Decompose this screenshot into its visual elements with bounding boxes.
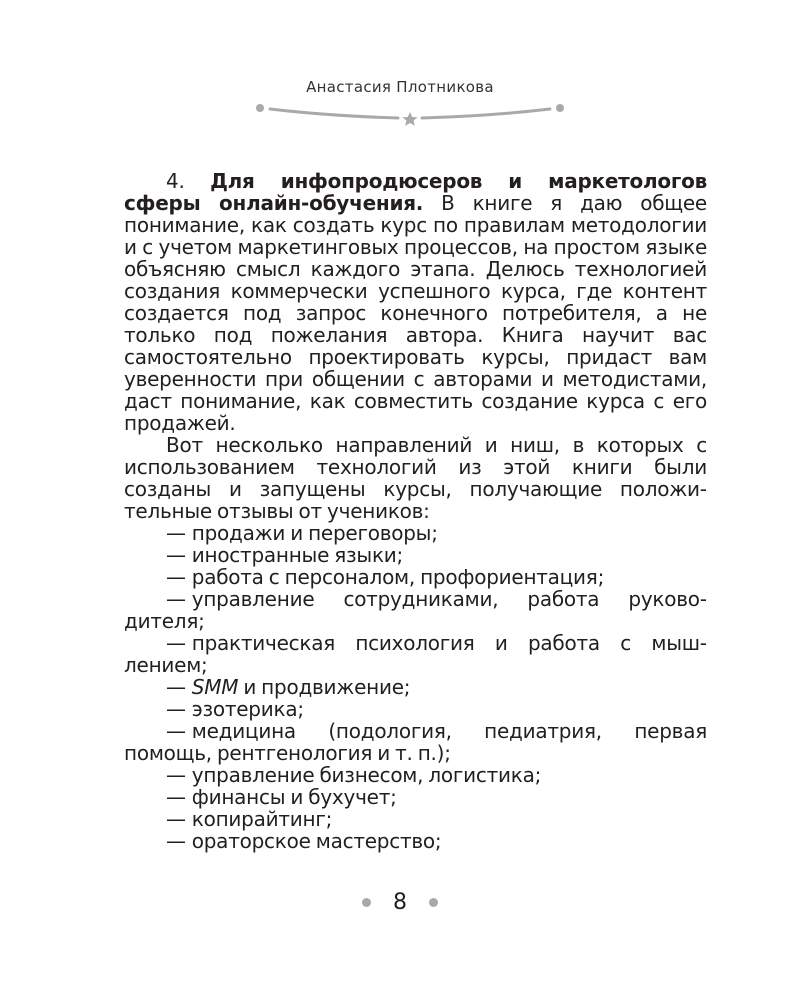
item-number: 4.	[166, 169, 211, 193]
list-item: — медицина (подология, педиатрия, первая помощь, рентгенология и т. п.);	[124, 719, 707, 765]
list-item: — ораторское мастерство;	[166, 829, 442, 853]
list-item: — эзотерика;	[166, 697, 304, 721]
ornament-swoosh-right	[422, 109, 550, 118]
list-item: — управление сотрудниками, работа руководителя;	[124, 587, 707, 633]
item-description: В книге я даю общее понимание, как создать курс по правилам методологии и с учетом маркетинговых процессов, на простом языке объясняю смысл каждого этапа. Делюсь технологией создания коммерчески успешного курса, где контент создается под запрос конечного потребителя, а не только под пожелания автора. Книга научит вас самостоятельно проектировать курсы, придаст вам уверенности при общении с авторами и методистами, даст понимание, как совместить создание курса с его продажей.	[124, 191, 707, 435]
paragraph-intro: Вот несколько направлений и ниш, в которых с использованием технологий из этой книги были созданы и запущены курсы, получающие положительные отзывы от учеников:	[124, 433, 707, 523]
list-item: — продажи и переговоры;	[166, 521, 438, 545]
ornament-dot-left	[256, 104, 264, 112]
page-number: 8	[393, 889, 407, 915]
star-icon	[402, 112, 417, 126]
list-item: — управление бизнесом, логистика;	[166, 763, 542, 787]
list-item: — SMM и продвижение;	[166, 675, 411, 699]
list-item: — финансы и бухучет;	[166, 785, 397, 809]
ornament-swoosh-left	[270, 109, 398, 118]
footer-dot-right	[429, 898, 438, 907]
list-item: — практическая психология и работа с мышлением;	[124, 631, 707, 677]
list-item: — работа с персоналом, профориентация;	[166, 565, 605, 589]
paragraph-item-4	[124, 170, 707, 434]
page-footer	[0, 888, 800, 916]
niche-list	[124, 522, 707, 852]
running-header-author: Анастасия Плотникова	[306, 78, 494, 96]
page-body	[124, 170, 707, 852]
ornament-dot-right	[556, 104, 564, 112]
footer-dot-left	[362, 898, 371, 907]
item-heading-bold: Для инфопродюсеров и маркетологов сферы онлайн-обучения.	[124, 169, 707, 215]
list-item: — копирайтинг;	[166, 807, 333, 831]
list-item: — иностранные языки;	[166, 543, 404, 567]
header-ornament	[250, 98, 570, 138]
